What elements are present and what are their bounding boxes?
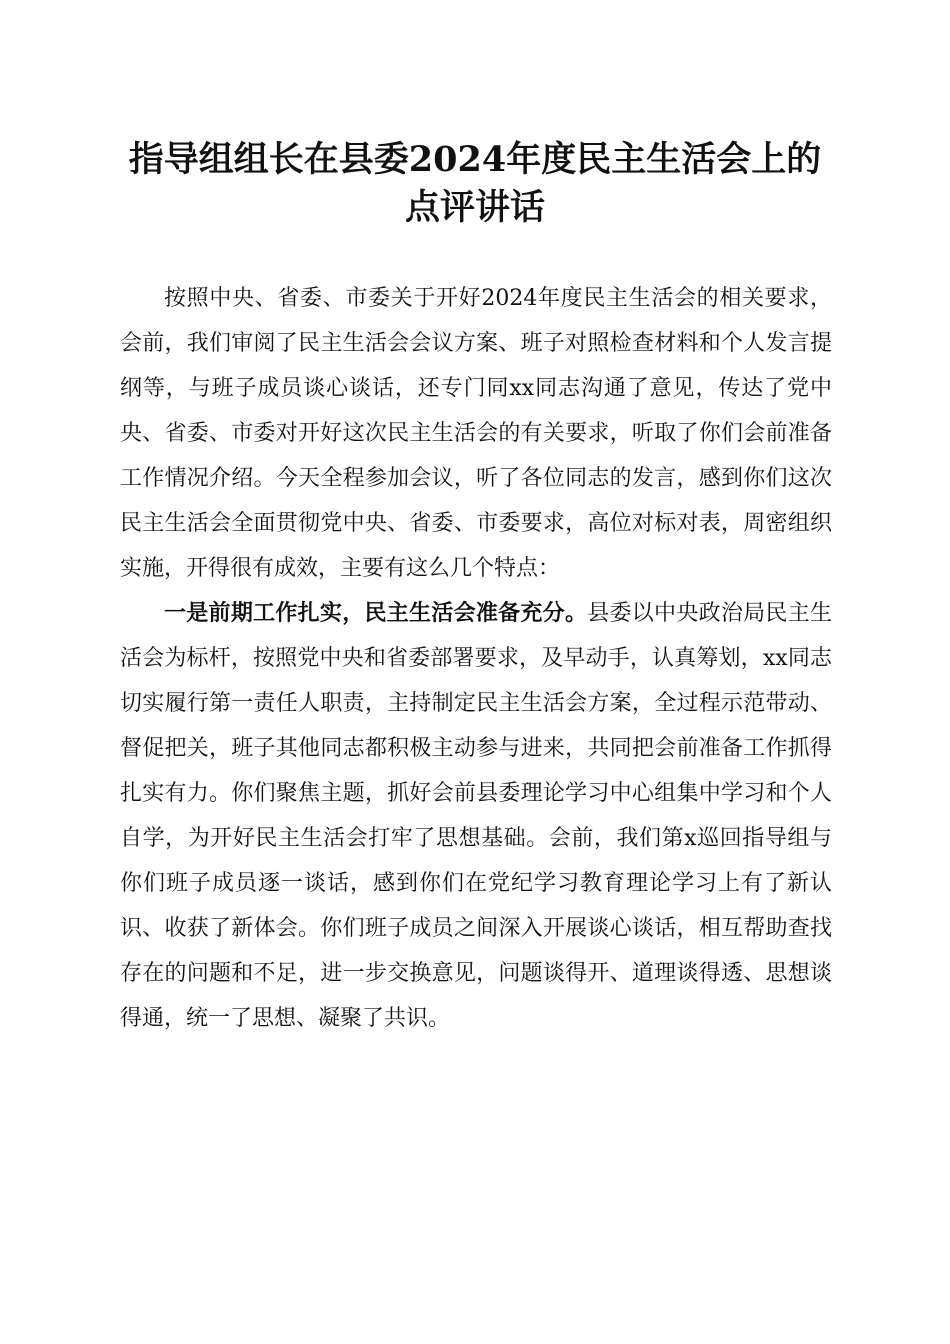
document-title-line-2: 点评讲话 xyxy=(404,187,545,228)
document-body xyxy=(120,276,832,1041)
paragraph-feature-one-body: 县委以中央政治局民主生活会为标杆，按照党中央和省委部署要求，及早动手，认真筹划，xx同志切实履行第一责任人职责，主持制定民主生活会方案，全过程示范带动、督促把关，班子其他同志都积极主动参与进来，共同把会前准备工作抓得扎实有力。你们聚焦主题，抓好会前县委理论学习中心组集中学习和个人自学，为开好民主生活会打牢了思想基础。会前，我们第x巡回指导组与你们班子成员逐一谈话，感到你们在党纪学习教育理论学习上有了新认识、收获了新体会。你们班子成员之间深入开展谈心谈话，相互帮助查找存在的问题和不足，进一步交换意见，问题谈得开、道理谈得透、思想谈得通，统一了思想、凝聚了共识。 xyxy=(120,601,832,1031)
paragraph-feature-one xyxy=(120,591,832,1041)
paragraph-feature-one-lead: 一是前期工作扎实，民主生活会准备充分。 xyxy=(164,600,588,626)
document-title-line-1: 指导组组长在县委2024年度民主生活会上的 xyxy=(128,139,822,180)
paragraph-intro: 按照中央、省委、市委关于开好2024年度民主生活会的相关要求，会前，我们审阅了民主生活会会议方案、班子对照检查材料和个人发言提纲等，与班子成员谈心谈话，还专门同xx同志沟通了意见，传达了党中央、省委、市委对开好这次民主生活会的有关要求，听取了你们会前准备工作情况介绍。今天全程参加会议，听了各位同志的发言，感到你们这次民主生活会全面贯彻党中央、省委、市委要求，高位对标对表，周密组织实施，开得很有成效，主要有这么几个特点： xyxy=(120,286,832,581)
